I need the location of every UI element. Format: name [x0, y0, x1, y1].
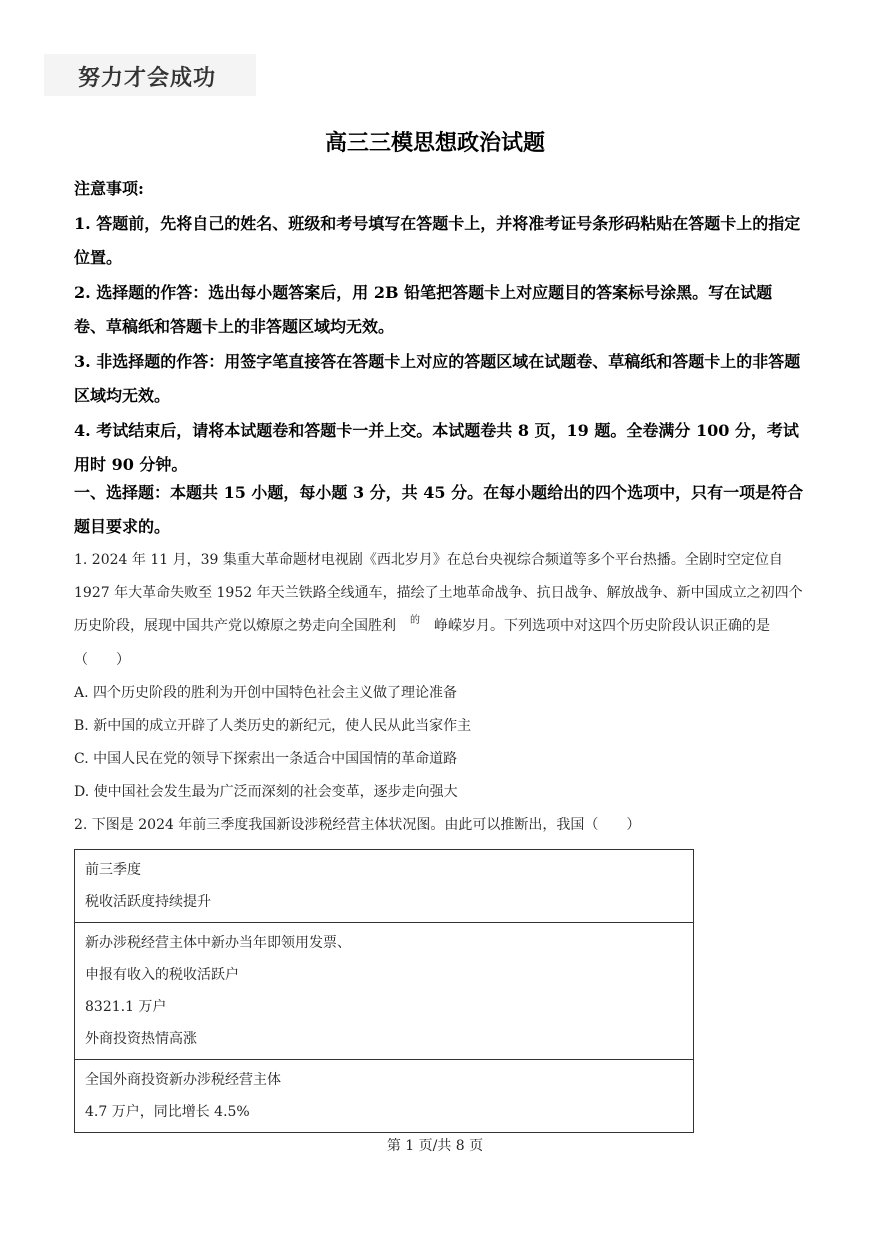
question-list — [74, 544, 804, 842]
figure-line: 外商投资热情高涨 — [85, 1031, 197, 1047]
figure-line: 全国外商投资新办涉税经营主体 — [85, 1072, 281, 1088]
figure-line: 4.7 万户，同比增长 4.5% — [85, 1104, 250, 1120]
notice-item: 4. 考试结束后，请将本试题卷和答题卡一并上交。本试题卷共 8 页，19 题。全卷满分 100 分，考试用时 90 分钟。 — [74, 420, 799, 474]
figure-cell — [75, 1060, 694, 1133]
question-1-stem-sup: 的 — [410, 615, 420, 626]
section-one — [74, 476, 804, 544]
figure-line: 前三季度 — [85, 862, 141, 878]
figure-row — [75, 923, 694, 1060]
question-1-option-b: B. 新中国的成立开辟了人类历史的新纪元，使人民从此当家作主 — [74, 718, 472, 734]
question-1-stem — [74, 544, 804, 677]
question-1-stem-part2: 峥嵘岁月。下列选项中对这四个历史阶段认识正确的是（ ） — [74, 618, 770, 668]
figure-cell — [75, 923, 694, 1060]
question-1-option-d: D. 使中国社会发生最为广泛而深刻的社会变革，逐步走向强大 — [74, 784, 458, 800]
figure-cell — [75, 850, 694, 923]
figure-line: 新办涉税经营主体中新办当年即领用发票、 — [85, 935, 351, 951]
figure-row — [75, 1060, 694, 1133]
notice-item: 1. 答题前，先将自己的姓名、班级和考号填写在答题卡上，并将准考证号条形码粘贴在答题卡上的指定位置。 — [74, 213, 801, 267]
notice-section — [74, 172, 804, 483]
figure-line: 申报有收入的税收活跃户 — [85, 967, 239, 983]
watermark-text: 努力才会成功 — [78, 66, 217, 91]
section-heading: 一、选择题：本题共 15 小题，每小题 3 分，共 45 分。在每小题给出的四个选项中，只有一项是符合题目要求的。 — [74, 483, 804, 536]
question-1-option-a: A. 四个历史阶段的胜利为开创中国特色社会主义做了理论准备 — [74, 685, 458, 701]
figure-line: 税收活跃度持续提升 — [85, 894, 211, 910]
question-2-stem: 2. 下图是 2024 年前三季度我国新设涉税经营主体状况图。由此可以推断出，我国（ ） — [74, 817, 641, 833]
question-1-option-c: C. 中国人民在党的领导下探索出一条适合中国国情的革命道路 — [74, 751, 458, 767]
notice-item: 2. 选择题的作答：选出每小题答案后，用 2B 铅笔把答题卡上对应题目的答案标号涂黑。写在试题卷、草稿纸和答题卡上的非答题区域均无效。 — [74, 282, 773, 336]
figure-line: 8321.1 万户 — [85, 999, 167, 1015]
notice-item: 3. 非选择题的作答：用签字笔直接答在答题卡上对应的答题区域在试题卷、草稿纸和答题卡上的非答题区域均无效。 — [74, 351, 801, 405]
question-1-stem-part1: 1. 2024 年 11 月，39 集重大革命题材电视剧《西北岁月》在总台央视综合频道等多个平台热播。全剧时空定位自 1927 年大革命失败至 1952 年天兰铁路全线通车，描绘了土地革命战争、抗日战争、解放战争、新中国成立之初四个历史阶段，展现中国共产党以燎原之势走向全国胜利 — [74, 552, 803, 634]
page-footer: 第 1 页/共 8 页 — [386, 1138, 484, 1154]
figure-row — [75, 850, 694, 923]
question-2-figure-box — [74, 849, 694, 1133]
exam-title: 高三三模思想政治试题 — [324, 130, 545, 156]
notice-heading: 注意事项: — [74, 179, 144, 198]
